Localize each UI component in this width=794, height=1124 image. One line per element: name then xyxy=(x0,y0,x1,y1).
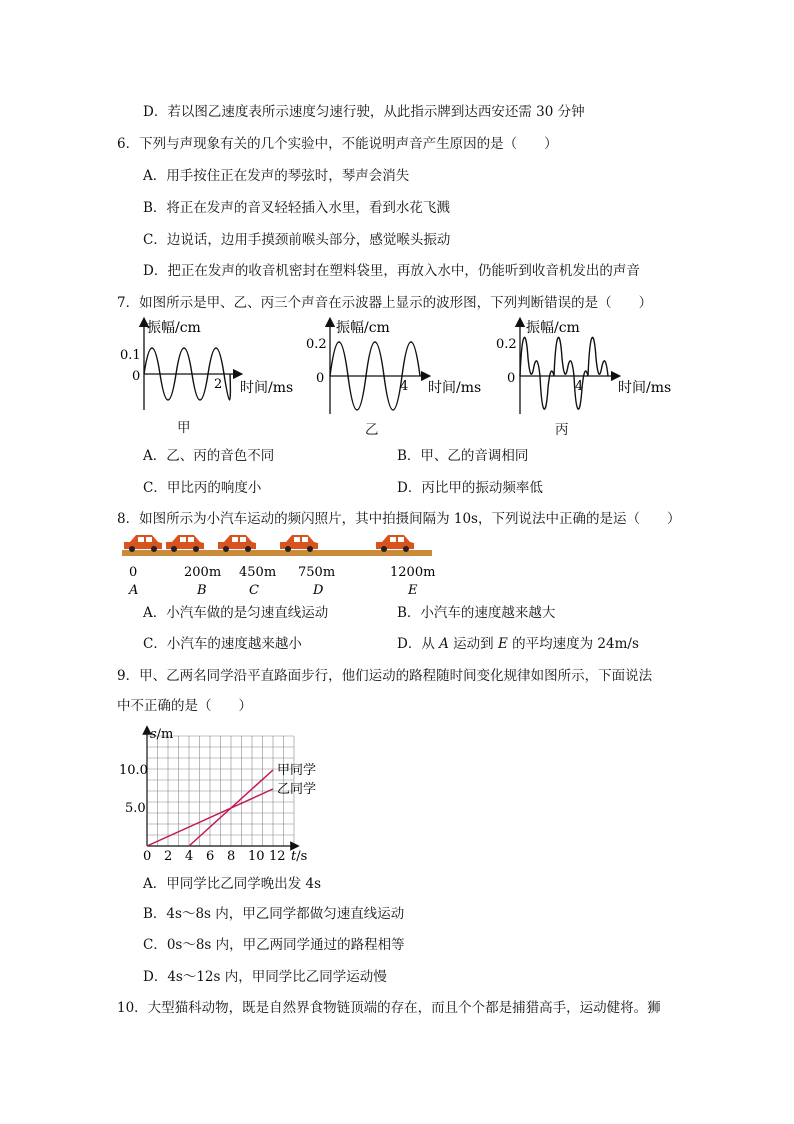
q7-caption-yi: 乙 xyxy=(365,422,379,438)
q9-ytick-10: 10.0 xyxy=(119,763,148,778)
q7-xtick-yi: 4 xyxy=(400,379,409,394)
q8-label-c: C xyxy=(249,583,259,598)
q7-xlabel-jia: 时间/ms xyxy=(240,380,294,396)
q7-stem: 7．如图所示是甲、乙、丙三个声音在示波器上显示的波形图，下列判断错误的是（ ） xyxy=(117,295,653,311)
q9-x-label: t/s xyxy=(291,849,308,864)
q8-dist-b: 200m xyxy=(184,565,222,580)
q7-ylabel-yi: 振幅/cm xyxy=(336,320,390,336)
q8-dist-a: 0 xyxy=(129,565,138,580)
q9-option-d: D．4s～12s 内，甲同学比乙同学运动慢 xyxy=(143,969,387,985)
q6-option-b: B．将正在发声的音叉轻轻插入水里，看到水花飞溅 xyxy=(143,200,450,216)
q10-stem: 10．大型猫科动物，既是自然界食物链顶端的存在，而且个个都是捕猎高手，运动健将。狮 xyxy=(117,1000,661,1016)
q8-car-b xyxy=(166,535,204,552)
q7-ylabel-bing: 振幅/cm xyxy=(526,320,580,336)
q9-series xyxy=(147,763,316,846)
q9-xtick: 2 xyxy=(164,849,173,864)
q9-option-c: C．0s～8s 内，甲乙两同学通过的路程相等 xyxy=(143,937,405,953)
q8-label-e: E xyxy=(408,583,418,598)
q8-dist-d: 750m xyxy=(298,565,336,580)
q9-series-label-0: 甲同学 xyxy=(277,763,317,778)
q6-option-a: A．用手按住正在发声的琴弦时，琴声会消失 xyxy=(143,168,410,184)
q9-stem-line1: 9．甲、乙两名同学沿平直路面步行，他们运动的路程随时间变化规律如图所示，下面说法 xyxy=(117,668,653,684)
q9-xtick: 0 xyxy=(143,849,152,864)
q8-label-a: A xyxy=(129,583,139,598)
q7-xtick-bing: 4 xyxy=(575,379,584,394)
q7-xlabel-yi: 时间/ms xyxy=(428,380,482,396)
q7-ytick-yi: 0.2 xyxy=(306,337,327,352)
q7-zero-bing: 0 xyxy=(507,371,516,386)
q7-option-b: B．甲、乙的音调相同 xyxy=(397,448,529,464)
q7-xtick-jia: 2 xyxy=(214,377,223,392)
q9-grid xyxy=(147,736,294,846)
q8-car-a xyxy=(124,535,162,552)
q9-st-graph xyxy=(110,722,330,864)
q7-xlabel-bing: 时间/ms xyxy=(618,380,672,396)
q7-waveform-figure xyxy=(120,318,690,438)
q8-stem: 8．如图所示为小汽车运动的频闪照片，其中拍摄间隔为 10s，下列说法中正确的是运（ ） xyxy=(117,511,681,527)
q7-caption-jia: 甲 xyxy=(177,420,191,436)
q7-ytick-jia: 0.1 xyxy=(120,348,141,363)
q9-xtick: 8 xyxy=(227,849,236,864)
q8-car-d xyxy=(280,535,318,552)
q7-wave-bing xyxy=(520,337,608,409)
q6-option-c: C．边说话，边用手摸颈前喉头部分，感觉喉头振动 xyxy=(143,232,451,248)
q7-graph-yi xyxy=(306,319,481,414)
q9-option-a: A．甲同学比乙同学晚出发 4s xyxy=(143,876,322,892)
q8-label-b: B xyxy=(197,583,207,598)
q7-ylabel-jia: 振幅/cm xyxy=(147,320,201,336)
q9-option-b: B．4s～8s 内，甲乙同学都做匀速直线运动 xyxy=(143,906,405,922)
q9-xtick: 6 xyxy=(206,849,215,864)
q7-zero-jia: 0 xyxy=(132,369,141,384)
q6-option-d: D．把正在发声的收音机密封在塑料袋里，再放入水中，仍能听到收音机发出的声音 xyxy=(143,263,640,279)
q8-car-photo-figure xyxy=(118,530,438,600)
q9-y-label: s/m xyxy=(150,727,174,742)
q9-xtick: 4 xyxy=(185,849,194,864)
q9-stem-line2: 中不正确的是（ ） xyxy=(117,698,252,714)
q9-x-ticks xyxy=(143,849,286,864)
q8-label-d: D xyxy=(313,583,324,598)
q8-option-b: B．小汽车的速度越来越大 xyxy=(397,605,556,621)
q8-car-c xyxy=(218,535,256,552)
q9-xtick: 10 xyxy=(248,849,265,864)
q8-dist-e: 1200m xyxy=(390,565,436,580)
q7-caption-bing: 丙 xyxy=(555,422,569,438)
q9-series-label-1: 乙同学 xyxy=(277,782,317,797)
q7-zero-yi: 0 xyxy=(316,371,325,386)
q7-option-c: C．甲比丙的响度小 xyxy=(143,480,262,496)
q9-ytick-5: 5.0 xyxy=(125,801,146,816)
q8-dist-c: 450m xyxy=(239,565,277,580)
q7-graph-jia xyxy=(120,319,293,410)
q7-option-d: D．丙比甲的振动频率低 xyxy=(397,480,543,496)
q6-stem: 6．下列与声现象有关的几个实验中，不能说明声音产生原因的是（ ） xyxy=(117,136,558,152)
q8-car-e xyxy=(376,535,414,552)
q8-option-d: D．从 A 运动到 E 的平均速度为 24m/s xyxy=(397,636,639,652)
q5-option-d: D．若以图乙速度表所示速度匀速行驶，从此指示牌到达西安还需 30 分钟 xyxy=(143,104,585,120)
q9-xtick: 12 xyxy=(269,849,286,864)
q8-option-a: A．小汽车做的是匀速直线运动 xyxy=(143,605,329,621)
q7-ytick-bing: 0.2 xyxy=(496,337,517,352)
q7-option-a: A．乙、丙的音色不同 xyxy=(143,448,275,464)
q7-graph-bing xyxy=(496,319,671,414)
q8-option-c: C．小汽车的速度越来越小 xyxy=(143,636,302,652)
